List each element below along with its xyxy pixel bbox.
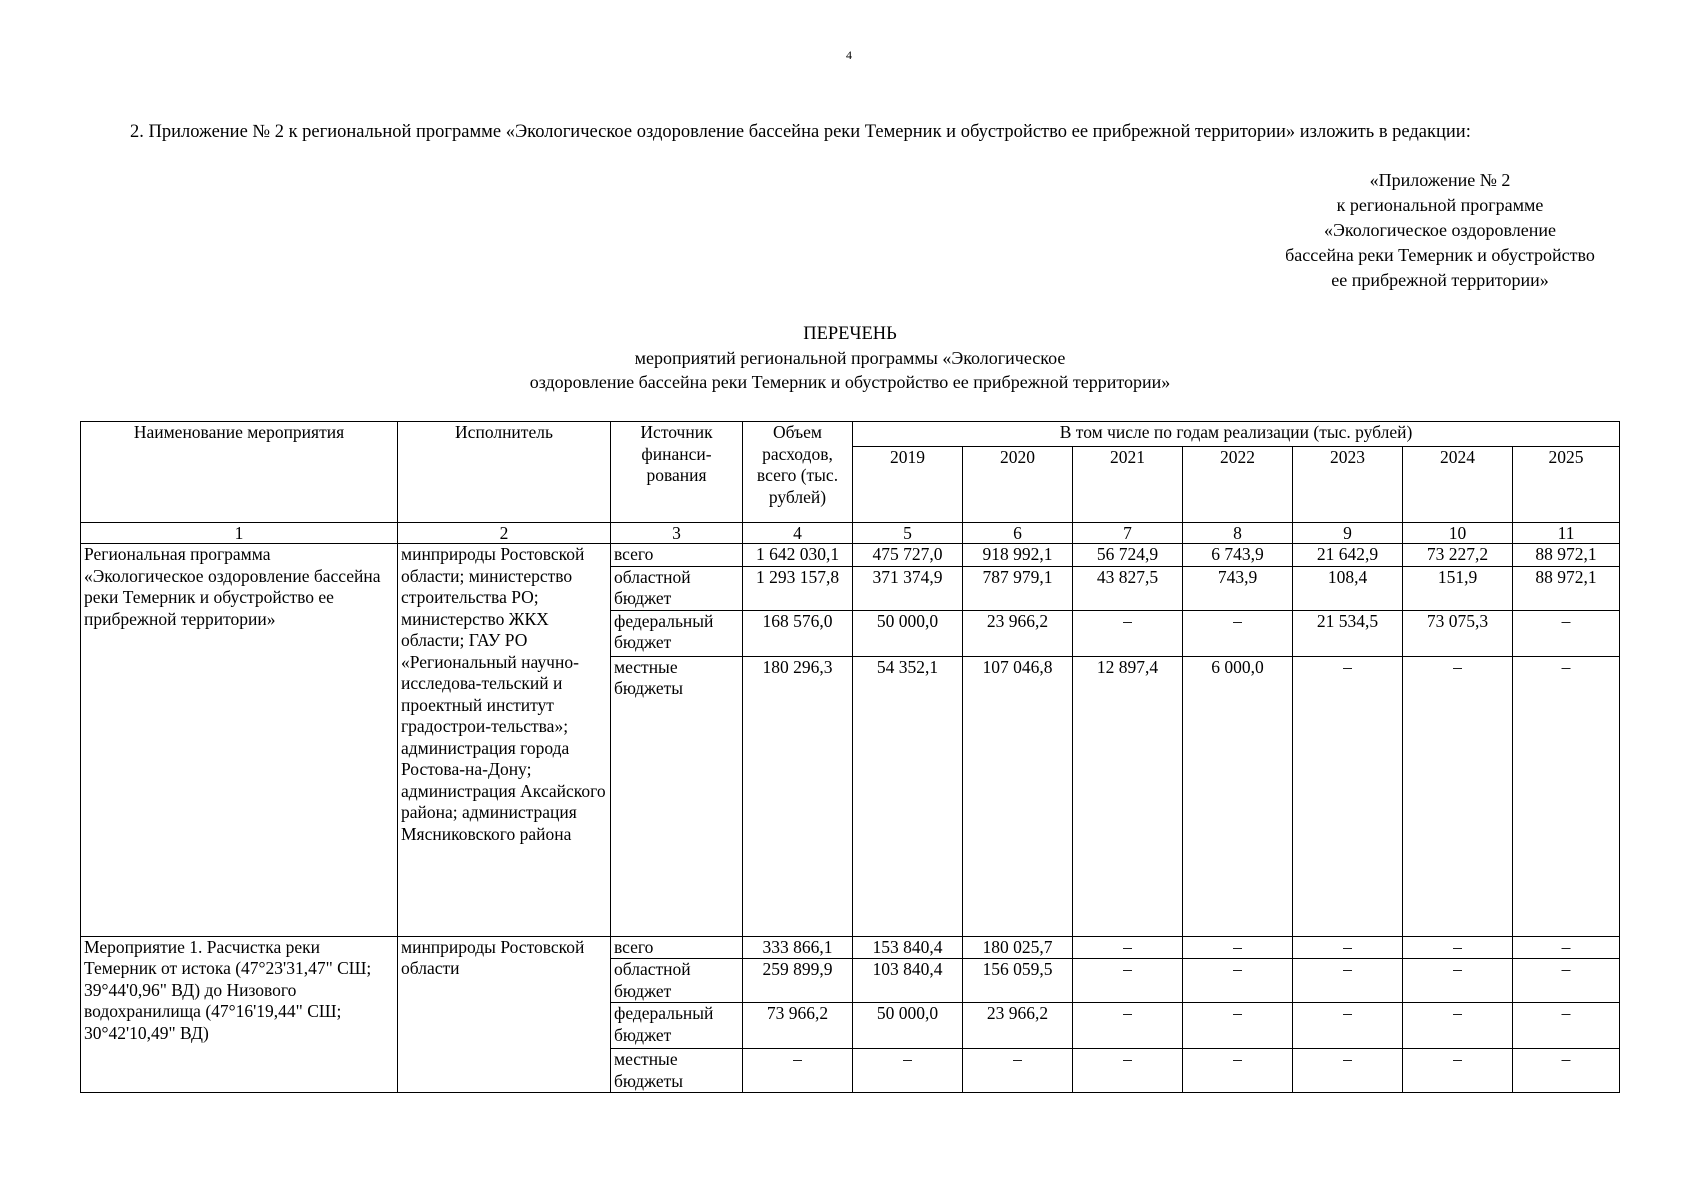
appendix-line: «Приложение № 2 [1369,170,1511,190]
year-amount: – [1293,1049,1403,1093]
header-volume: Объем расходов, всего (тыс. рублей) [743,422,853,523]
event-executor: минприроды Ростовской области [398,936,611,1093]
year-amount: 50 000,0 [853,1003,963,1049]
funding-source: федеральный бюджет [611,610,743,656]
title-line: мероприятий региональной программы «Экологическое [634,348,1066,368]
year-amount: 88 972,1 [1513,544,1620,567]
appendix-line: «Экологическое оздоровление [1324,220,1556,240]
column-number: 6 [963,523,1073,544]
year-amount: – [1293,959,1403,1003]
table-row [81,544,1620,567]
year-amount: – [1513,656,1620,936]
appendix-line: ее прибрежной территории» [1331,270,1549,290]
year-amount: 475 727,0 [853,544,963,567]
year-amount: – [1183,936,1293,959]
header-by-years: В том числе по годам реализации (тыс. рублей) [853,422,1620,447]
year-amount: 153 840,4 [853,936,963,959]
total-amount: 259 899,9 [743,959,853,1003]
header-year: 2025 [1513,447,1620,523]
total-amount: 180 296,3 [743,656,853,936]
year-amount: 43 827,5 [1073,566,1183,610]
table-row [81,936,1620,959]
year-amount: – [1293,1003,1403,1049]
header-executor: Исполнитель [398,422,611,523]
year-amount: 73 075,3 [1403,610,1513,656]
year-amount: – [1183,610,1293,656]
year-amount: – [1403,1049,1513,1093]
appendix-line: к региональной программе [1336,195,1544,215]
year-amount: 6 743,9 [1183,544,1293,567]
year-amount: 54 352,1 [853,656,963,936]
year-amount: – [1073,1003,1183,1049]
column-number: 11 [1513,523,1620,544]
year-amount: – [1293,656,1403,936]
column-number: 5 [853,523,963,544]
funding-source: местные бюджеты [611,1049,743,1093]
column-number: 10 [1403,523,1513,544]
funding-source: всего [611,936,743,959]
year-amount: – [1403,936,1513,959]
header-year: 2019 [853,447,963,523]
funding-source: местные бюджеты [611,656,743,936]
event-executor: минприроды Ростовской области; министерство строительства РО; министерство ЖКХ области; ГАУ РО «Региональный научно-исследова-тельский и проектный институт градострои-тельства»; администрация города Ростова-на-Дону; администрация Аксайского района; администрация Мясниковского района [398,544,611,937]
year-amount: 108,4 [1293,566,1403,610]
column-number: 2 [398,523,611,544]
appendix-line: бассейна реки Темерник и обустройство [1285,245,1595,265]
year-amount: 151,9 [1403,566,1513,610]
funding-source: областной бюджет [611,959,743,1003]
year-amount: 23 966,2 [963,1003,1073,1049]
year-amount: – [1513,936,1620,959]
year-amount: 743,9 [1183,566,1293,610]
column-number: 9 [1293,523,1403,544]
title-line: оздоровление бассейна реки Темерник и обустройство ее прибрежной территории» [529,372,1171,392]
year-amount: – [1183,1003,1293,1049]
year-amount: – [1403,1003,1513,1049]
year-amount: 103 840,4 [853,959,963,1003]
funding-source: федеральный бюджет [611,1003,743,1049]
year-amount: 918 992,1 [963,544,1073,567]
year-amount: – [963,1049,1073,1093]
year-amount: – [1183,959,1293,1003]
year-amount: – [1513,610,1620,656]
header-year: 2023 [1293,447,1403,523]
year-amount: 21 642,9 [1293,544,1403,567]
year-amount: 156 059,5 [963,959,1073,1003]
year-amount: – [1073,610,1183,656]
column-number: 3 [611,523,743,544]
event-name: Мероприятие 1. Расчистка реки Темерник от истока (47°23'31,47" СШ; 39°44'0,96" ВД) до Низового водохранилища (47°16'19,44" СШ; 30°42'10,49" ВД) [81,936,398,1093]
header-name: Наименование мероприятия [81,422,398,523]
year-amount: 21 534,5 [1293,610,1403,656]
year-amount: 787 979,1 [963,566,1073,610]
column-number: 7 [1073,523,1183,544]
year-amount: – [1073,1049,1183,1093]
header-year: 2022 [1183,447,1293,523]
total-amount: 1 293 157,8 [743,566,853,610]
year-amount: – [853,1049,963,1093]
total-amount: 333 866,1 [743,936,853,959]
title-main: ПЕРЕЧЕНЬ [803,324,897,344]
events-table [80,421,1620,1093]
intro-paragraph: 2. Приложение № 2 к региональной программе «Экологическое оздоровление бассейна реки Темерник и обустройство ее прибрежной территории» изложить в редакции: [130,122,1471,142]
year-amount: – [1183,1049,1293,1093]
year-amount: 371 374,9 [853,566,963,610]
event-name: Региональная программа «Экологическое оздоровление бассейна реки Темерник и обустройство ее прибрежной территории» [81,544,398,937]
year-amount: – [1073,959,1183,1003]
year-amount: – [1403,656,1513,936]
year-amount: 50 000,0 [853,610,963,656]
total-amount: 1 642 030,1 [743,544,853,567]
year-amount: 88 972,1 [1513,566,1620,610]
appendix-reference [1240,168,1640,293]
header-year: 2020 [963,447,1073,523]
year-amount: – [1403,959,1513,1003]
column-number: 1 [81,523,398,544]
year-amount: 73 227,2 [1403,544,1513,567]
header-year: 2021 [1073,447,1183,523]
page-number: 4 [846,48,852,62]
year-amount: 23 966,2 [963,610,1073,656]
column-number: 8 [1183,523,1293,544]
year-amount: – [1073,936,1183,959]
funding-source: областной бюджет [611,566,743,610]
year-amount: 6 000,0 [1183,656,1293,936]
header-year: 2024 [1403,447,1513,523]
year-amount: – [1513,1049,1620,1093]
header-source: Источник финанси-рования [611,422,743,523]
document-title [350,322,1350,394]
funding-source: всего [611,544,743,567]
year-amount: 12 897,4 [1073,656,1183,936]
total-amount: 73 966,2 [743,1003,853,1049]
year-amount: – [1293,936,1403,959]
year-amount: 107 046,8 [963,656,1073,936]
year-amount: – [1513,1003,1620,1049]
year-amount: 56 724,9 [1073,544,1183,567]
year-amount: 180 025,7 [963,936,1073,959]
year-amount: – [1513,959,1620,1003]
column-number: 4 [743,523,853,544]
total-amount: 168 576,0 [743,610,853,656]
total-amount: – [743,1049,853,1093]
